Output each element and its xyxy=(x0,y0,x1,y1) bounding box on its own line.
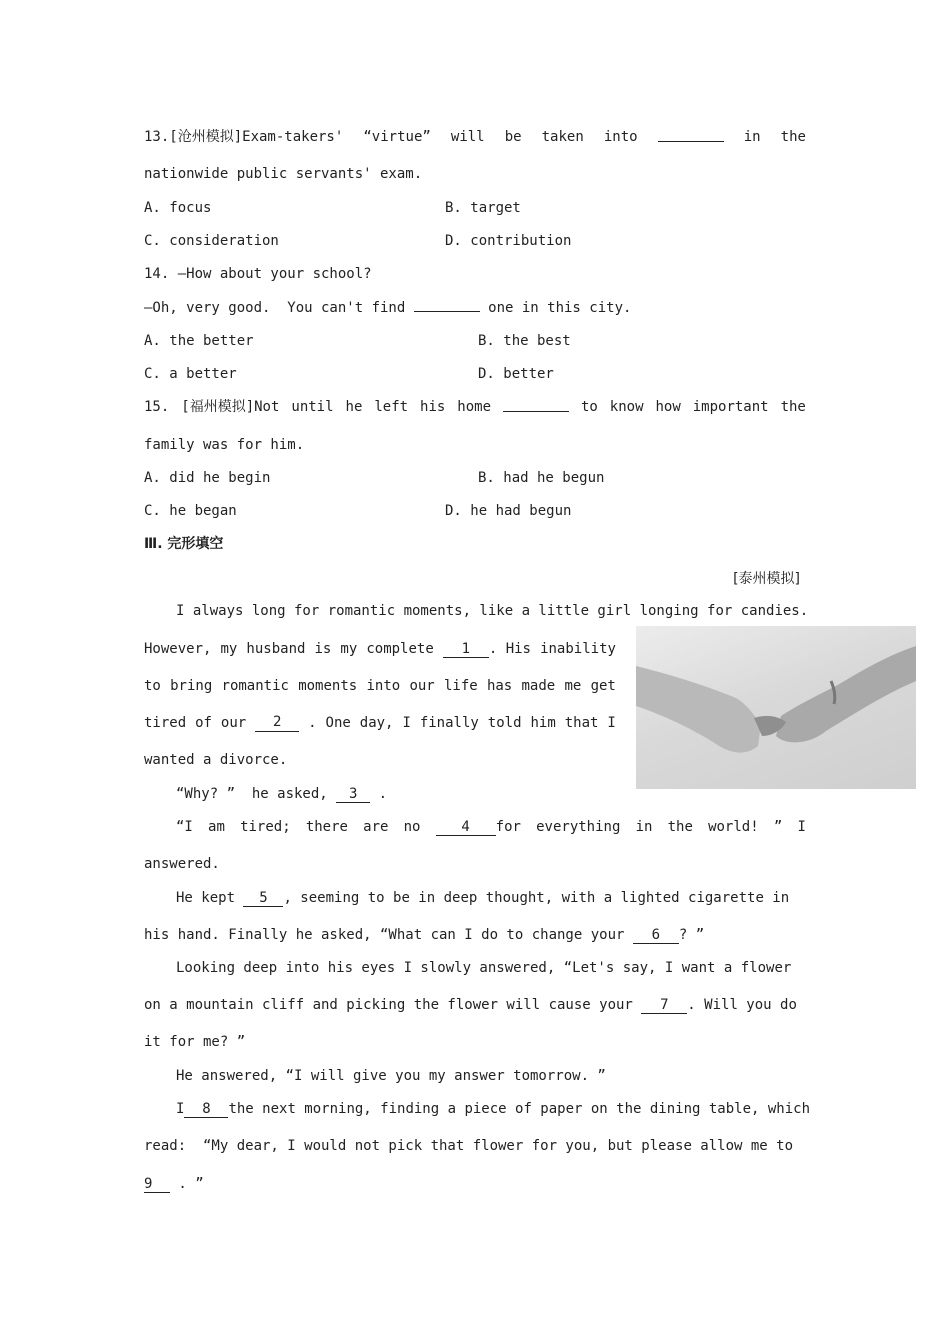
passage-word: our xyxy=(220,715,247,731)
q13-word: will xyxy=(450,129,485,145)
passage-word: my xyxy=(340,641,358,657)
passage-line-9 xyxy=(176,889,789,907)
q15-word: important xyxy=(692,399,769,415)
q13-option-c: C. consideration xyxy=(144,233,279,249)
passage-line-16: read: “My dear, I would not pick that flower for you, but please allow me to xyxy=(144,1138,794,1154)
q13-word: be xyxy=(504,129,522,145)
passage-word: him xyxy=(530,715,556,731)
passage-word: to xyxy=(144,678,161,694)
q15-word: to xyxy=(580,399,598,415)
passage-word: that xyxy=(564,715,599,731)
passage-text: on a mountain cliff and picking the flower will cause your xyxy=(144,997,642,1013)
blank-7: 7 xyxy=(641,997,687,1014)
q14-option-b: B. the best xyxy=(478,333,571,349)
passage-line-14: He answered, “I will give you my answer tomorrow. ” xyxy=(176,1068,606,1084)
passage-word: I xyxy=(797,819,806,835)
passage-word: romantic xyxy=(221,678,289,694)
passage-text: . Will you do xyxy=(687,997,797,1013)
passage-text: “Why? ” he asked, xyxy=(176,786,337,802)
passage-word: “I xyxy=(176,819,193,835)
passage-line-1: I always long for romantic moments, like a little girl longing for candies. xyxy=(176,603,809,619)
q15-word: his xyxy=(420,399,446,415)
q15-word: how xyxy=(655,399,681,415)
passage-word: I xyxy=(607,715,616,731)
q13-word: in xyxy=(743,129,761,145)
q15-line1 xyxy=(144,398,806,416)
passage-source: [泰州模拟] xyxy=(733,571,800,587)
holding-hands-photo xyxy=(636,626,916,789)
passage-line-12 xyxy=(144,996,797,1014)
passage-text: . xyxy=(370,786,388,802)
passage-word: world! xyxy=(708,819,759,835)
passage-word: is xyxy=(314,641,332,657)
passage-line-8: answered. xyxy=(144,856,220,872)
blank-5: 5 xyxy=(243,890,283,907)
passage-word: there xyxy=(305,819,348,835)
passage-word: . His xyxy=(488,641,531,657)
q15-word: home xyxy=(457,399,492,415)
blank-3: 3 xyxy=(336,786,370,803)
passage-word: into xyxy=(366,678,401,694)
q15-word: [福州模拟]Not xyxy=(181,399,280,415)
passage-word: One xyxy=(325,715,351,731)
passage-word: day, xyxy=(359,715,394,731)
q14-option-a: A. the better xyxy=(144,333,254,349)
passage-word: However, xyxy=(144,641,212,657)
q13-word: the xyxy=(780,129,806,145)
section-title: Ⅲ. 完形填空 xyxy=(144,536,224,552)
q15-option-c: C. he began xyxy=(144,503,237,519)
q15-word: the xyxy=(780,399,806,415)
passage-word: bring xyxy=(170,678,213,694)
passage-word: husband xyxy=(246,641,306,657)
q14-text: one in this city. xyxy=(479,300,632,316)
q15-word: left xyxy=(374,399,409,415)
passage-text: his hand. Finally he asked, “What can I do to change your xyxy=(144,927,633,943)
passage-line-10 xyxy=(144,926,704,944)
q15-word: 15. xyxy=(144,399,170,415)
passage-word: moments xyxy=(298,678,358,694)
q13-word: taken xyxy=(541,129,584,145)
q13-option-d: D. contribution xyxy=(445,233,572,249)
passage-line-11: Looking deep into his eyes I slowly answered, “Let's say, I want a flower xyxy=(176,960,792,976)
passage-line-15 xyxy=(176,1100,810,1118)
q13-line2: nationwide public servants' exam. xyxy=(144,166,423,182)
passage-word: made xyxy=(521,678,556,694)
q13-word: “virtue” xyxy=(363,129,431,145)
passage-word: am xyxy=(208,819,225,835)
passage-word: my xyxy=(220,641,238,657)
q15-blank xyxy=(503,398,569,412)
q13-option-a: A. focus xyxy=(144,200,212,216)
blank-9: 9 xyxy=(144,1176,170,1193)
passage-word: inability xyxy=(540,641,616,657)
passage-line-6 xyxy=(176,785,387,803)
passage-word: told xyxy=(487,715,522,731)
passage-text: He kept xyxy=(176,890,244,906)
passage-word: get xyxy=(590,678,616,694)
q13-option-b: B. target xyxy=(445,200,521,216)
q13-word: 13.[沧州模拟]Exam-takers' xyxy=(144,129,344,145)
passage-line-4 xyxy=(144,714,616,732)
passage-word: finally xyxy=(419,715,479,731)
passage-word: for xyxy=(495,819,521,835)
passage-word: our xyxy=(409,678,435,694)
passage-word: ” xyxy=(773,819,783,835)
hands-illustration xyxy=(636,626,916,789)
passage-text: ? ” xyxy=(678,927,705,943)
q14-option-d: D. better xyxy=(478,366,554,382)
passage-line-3 xyxy=(144,677,616,695)
passage-line-13: it for me? ” xyxy=(144,1034,246,1050)
passage-text: the next morning, finding a piece of paper on the dining table, which xyxy=(228,1101,811,1117)
passage-word: life xyxy=(443,678,478,694)
q14-line2 xyxy=(144,298,631,317)
blank-4: 4 xyxy=(436,819,496,836)
q15-option-b: B. had he begun xyxy=(478,470,605,486)
passage-text: , seeming to be in deep thought, with a lighted cigarette in xyxy=(283,890,790,906)
q15-word: he xyxy=(345,399,363,415)
passage-word: the xyxy=(667,819,693,835)
q13-word: into xyxy=(603,129,638,145)
passage-line-7 xyxy=(176,818,806,836)
passage-word: no xyxy=(403,819,421,835)
passage-word: me xyxy=(564,678,582,694)
q15-word: know xyxy=(609,399,644,415)
passage-word: complete xyxy=(366,641,434,657)
q15-option-d: D. he had begun xyxy=(445,503,572,519)
q15-line2: family was for him. xyxy=(144,437,305,453)
passage-text: I xyxy=(176,1101,185,1117)
passage-word: everything xyxy=(536,819,621,835)
passage-line-2 xyxy=(144,640,616,658)
passage-word: tired; xyxy=(240,819,291,835)
blank-2: 2 xyxy=(255,714,299,732)
passage-text: . ” xyxy=(170,1176,204,1192)
q15-option-a: A. did he begin xyxy=(144,470,271,486)
q14-text: —Oh, very good. You can't find xyxy=(144,300,414,316)
q14-option-c: C. a better xyxy=(144,366,237,382)
blank-6: 6 xyxy=(633,927,679,944)
passage-word: tired xyxy=(144,715,187,731)
q13-blank xyxy=(658,128,724,142)
passage-word: in xyxy=(635,819,653,835)
blank-1: 1 xyxy=(443,641,489,658)
passage-line-17 xyxy=(144,1175,204,1193)
q13-line1 xyxy=(144,128,806,146)
passage-word: . xyxy=(308,715,317,731)
passage-word: I xyxy=(402,715,411,731)
passage-line-5: wanted a divorce. xyxy=(144,752,288,768)
passage-word: of xyxy=(195,715,212,731)
q14-blank xyxy=(414,298,480,312)
passage-word: has xyxy=(486,678,513,694)
q15-word: until xyxy=(291,399,334,415)
q14-line1: 14. —How about your school? xyxy=(144,266,372,282)
blank-8: 8 xyxy=(184,1101,228,1118)
passage-word: are xyxy=(363,819,389,835)
